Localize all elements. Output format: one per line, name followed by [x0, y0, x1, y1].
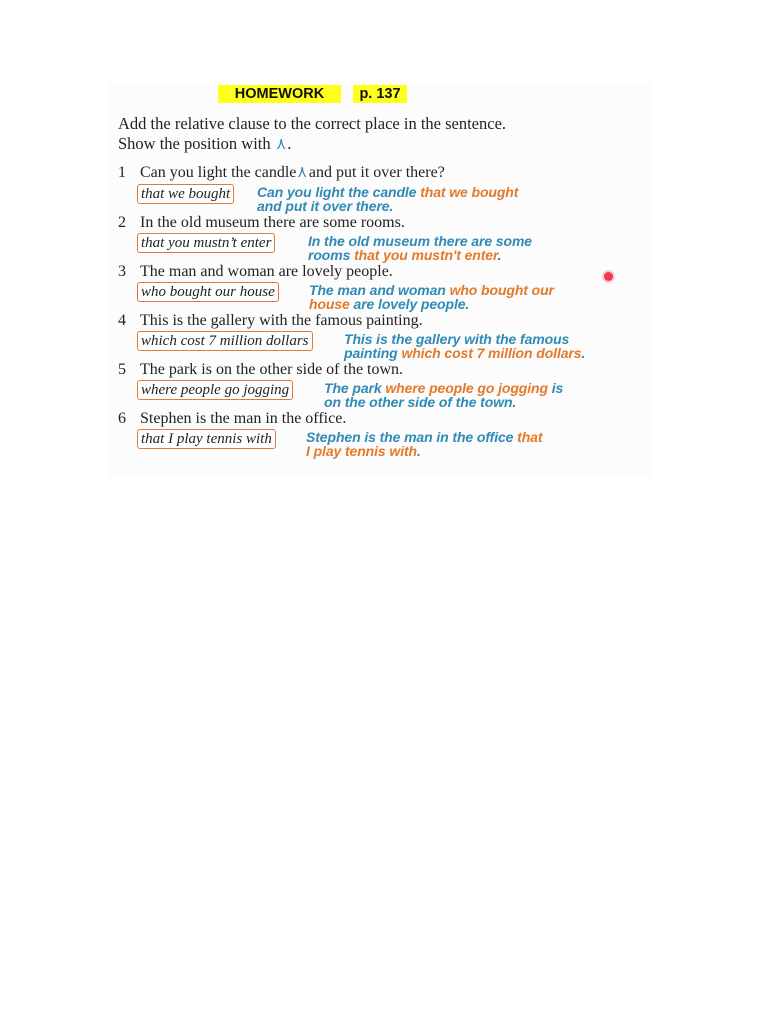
item-number: 3 — [118, 263, 126, 280]
clause-box-4: which cost 7 million dollars — [137, 331, 313, 351]
answer-1 — [257, 185, 518, 213]
answer-line — [309, 283, 554, 297]
caret-icon: ⋏ — [297, 162, 308, 181]
answer-text: The park — [324, 380, 386, 396]
answer-text: on the other side of the town. — [324, 394, 517, 410]
answer-3 — [309, 283, 554, 311]
answer-line — [306, 444, 542, 458]
answer-text: . — [417, 443, 421, 459]
answer-line — [308, 248, 532, 262]
item-number: 5 — [118, 361, 126, 378]
instructions-line-2 — [118, 134, 506, 154]
item-number: 4 — [118, 312, 126, 329]
inserted-clause-text: that — [517, 429, 543, 445]
item-number: 6 — [118, 410, 126, 427]
sentence-3 — [118, 263, 393, 281]
inserted-clause-text: that you mustn't enter — [354, 247, 498, 263]
pointer-dot — [604, 272, 613, 281]
answer-text: This is the gallery with the famous — [344, 331, 570, 347]
item-number: 2 — [118, 214, 126, 231]
answer-line — [344, 346, 585, 360]
answer-text: rooms — [308, 247, 355, 263]
page-number-label: p. 137 — [353, 85, 407, 103]
answer-line — [308, 234, 532, 248]
answer-line — [309, 297, 554, 311]
clause-box-1: that we bought — [137, 184, 234, 204]
sentence-text: The park is on the other side of the town. — [140, 361, 404, 378]
inserted-clause-text: who bought our — [449, 282, 554, 298]
inserted-clause-text: which cost 7 million dollars — [401, 345, 582, 361]
clause-box-3: who bought our house — [137, 282, 279, 302]
homework-label: HOMEWORK — [218, 85, 341, 103]
sentence-text: This is the gallery with the famous painting. — [140, 312, 423, 329]
answer-text: is — [547, 380, 564, 396]
answer-line — [324, 381, 563, 395]
answer-text: and put it over there. — [257, 198, 394, 214]
sentence-6 — [118, 410, 346, 428]
answer-text: are lovely people. — [349, 296, 470, 312]
answer-line — [257, 199, 518, 213]
item-number: 1 — [118, 164, 126, 181]
answer-text: The man and woman — [309, 282, 450, 298]
answer-2 — [308, 234, 532, 262]
answer-line — [324, 395, 563, 409]
answer-4 — [344, 332, 585, 360]
answer-line — [344, 332, 585, 346]
clause-box-5: where people go jogging — [137, 380, 293, 400]
answer-text: . — [581, 345, 586, 361]
inserted-clause-text: that we bought — [420, 184, 519, 200]
clause-box-6: that I play tennis with — [137, 429, 276, 449]
answer-6 — [306, 430, 542, 458]
sentence-5 — [118, 361, 403, 379]
answer-text: . — [497, 247, 502, 263]
answer-text: painting — [344, 345, 402, 361]
answer-text: Stephen is the man in the office — [306, 429, 518, 445]
instructions-line-2-text: Show the position with — [118, 134, 271, 153]
sentence-text: In the old museum there are some rooms. — [140, 214, 405, 231]
sentence-text-after: and put it over there? — [308, 164, 445, 181]
sentence-text: The man and woman are lovely people. — [140, 263, 393, 280]
instructions — [118, 114, 506, 154]
sentence-4 — [118, 312, 423, 330]
inserted-clause-text: where people go jogging — [385, 380, 548, 396]
instructions-line-2-end: . — [287, 134, 292, 153]
inserted-clause-text: I play tennis with — [306, 443, 417, 459]
sentence-text: Can you light the candle — [140, 164, 297, 181]
answer-line — [257, 185, 518, 199]
answer-text: In the old museum there are some — [308, 233, 532, 249]
instructions-line-1: Add the relative clause to the correct place in the sentence. — [118, 114, 507, 133]
answer-5 — [324, 381, 563, 409]
answer-text: Can you light the candle — [257, 184, 421, 200]
sentence-1 — [118, 163, 445, 182]
clause-box-2: that you mustn’t enter — [137, 233, 275, 253]
answer-line — [306, 430, 542, 444]
inserted-clause-text: house — [309, 296, 350, 312]
sentence-2 — [118, 214, 405, 232]
sentence-text: Stephen is the man in the office. — [140, 410, 347, 427]
caret-icon: ⋏ — [276, 134, 286, 153]
